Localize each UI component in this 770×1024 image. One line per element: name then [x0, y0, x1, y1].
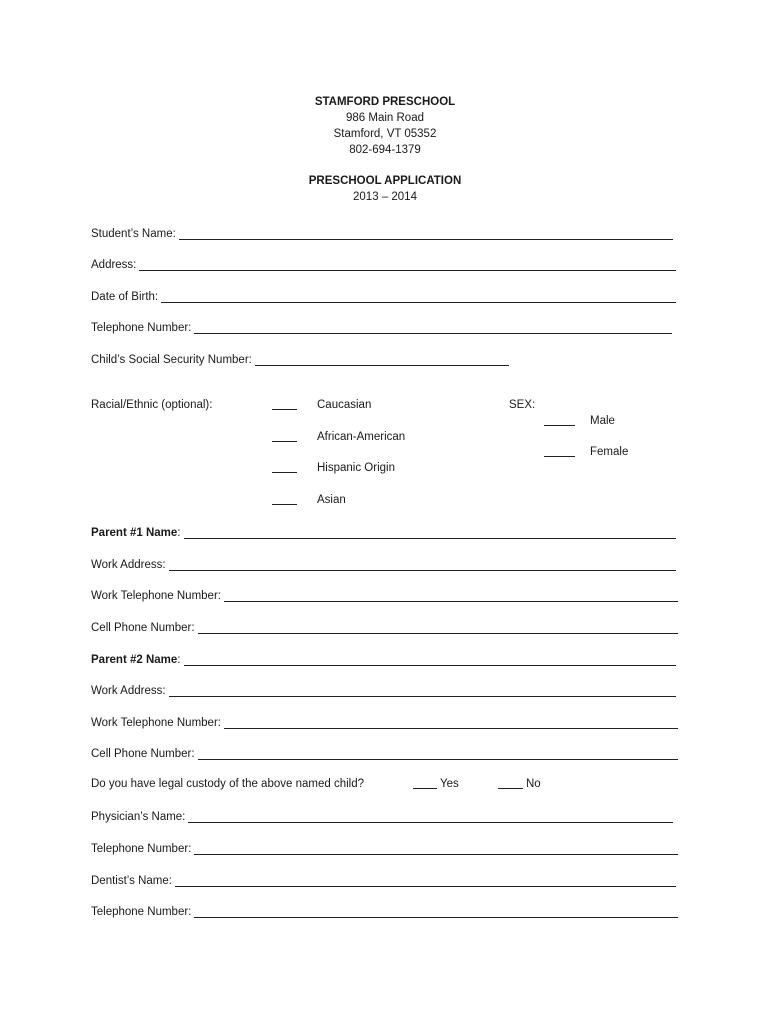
asian-label: Asian	[317, 494, 346, 506]
school-header	[0, 94, 770, 158]
dob-row	[91, 287, 676, 303]
sex-label: SEX:	[509, 399, 536, 411]
hispanic-checkbox[interactable]	[272, 460, 297, 473]
african-american-checkbox[interactable]	[272, 429, 297, 442]
school-address-line1: 986 Main Road	[346, 112, 424, 124]
parent2-name-row	[91, 650, 676, 666]
physician-name-label: Physician’s Name:	[91, 811, 186, 823]
caucasian-checkbox[interactable]	[272, 397, 297, 410]
parent1-work-phone-label: Work Telephone Number:	[91, 590, 221, 602]
parent1-work-address-row	[91, 555, 676, 571]
physician-phone-label: Telephone Number:	[91, 843, 192, 855]
physician-name-field[interactable]	[188, 810, 673, 823]
parent2-work-phone-field[interactable]	[224, 716, 678, 729]
telephone-label: Telephone Number:	[91, 322, 192, 334]
parent2-work-phone-row	[91, 713, 678, 729]
physician-phone-row	[91, 839, 678, 855]
student-name-label: Student’s Name:	[91, 228, 176, 240]
parent1-work-phone-row	[91, 586, 678, 602]
parent1-colon: :	[177, 527, 181, 539]
dob-label: Date of Birth:	[91, 291, 159, 303]
school-year: 2013 – 2014	[353, 191, 417, 203]
racial-label: Racial/Ethnic (optional):	[91, 399, 213, 411]
parent1-name-field[interactable]	[184, 526, 677, 539]
address-label: Address:	[91, 259, 137, 271]
form-title-block	[0, 173, 770, 205]
parent2-cell-row	[91, 744, 678, 760]
parent1-name-row	[91, 523, 676, 539]
dob-field[interactable]	[161, 290, 676, 303]
address-row	[91, 255, 676, 271]
custody-no-checkbox[interactable]	[498, 776, 523, 789]
custody-no-label: No	[526, 778, 541, 790]
parent2-name-label: Parent #2 Name	[91, 654, 178, 666]
parent1-work-address-label: Work Address:	[91, 559, 166, 571]
ssn-row	[91, 350, 509, 366]
parent1-name-label: Parent #1 Name	[91, 527, 178, 539]
dentist-phone-field[interactable]	[194, 905, 678, 918]
student-name-field[interactable]	[179, 227, 673, 240]
dentist-phone-row	[91, 902, 678, 918]
dentist-phone-label: Telephone Number:	[91, 906, 192, 918]
form-title: PRESCHOOL APPLICATION	[308, 175, 462, 187]
hispanic-label: Hispanic Origin	[317, 462, 395, 474]
school-phone: 802-694-1379	[349, 144, 421, 156]
parent2-colon: :	[177, 654, 181, 666]
parent2-name-field[interactable]	[184, 653, 677, 666]
parent2-work-address-field[interactable]	[169, 684, 676, 697]
parent2-work-address-label: Work Address:	[91, 685, 166, 697]
parent1-cell-label: Cell Phone Number:	[91, 622, 195, 634]
asian-checkbox[interactable]	[272, 492, 297, 505]
female-checkbox[interactable]	[544, 444, 575, 457]
dentist-name-row	[91, 871, 676, 887]
male-label: Male	[590, 415, 615, 427]
parent2-cell-label: Cell Phone Number:	[91, 748, 195, 760]
dentist-name-field[interactable]	[175, 874, 676, 887]
ssn-field[interactable]	[255, 353, 509, 366]
female-label: Female	[590, 446, 629, 458]
ssn-label: Child’s Social Security Number:	[91, 354, 252, 366]
caucasian-label: Caucasian	[317, 399, 372, 411]
parent2-work-address-row	[91, 681, 676, 697]
african-american-label: African-American	[317, 431, 406, 443]
parent1-work-phone-field[interactable]	[224, 589, 678, 602]
male-checkbox[interactable]	[544, 413, 575, 426]
parent1-work-address-field[interactable]	[169, 558, 676, 571]
school-name: STAMFORD PRESCHOOL	[314, 96, 456, 108]
telephone-row	[91, 318, 672, 334]
parent2-cell-field[interactable]	[198, 747, 678, 760]
parent2-work-phone-label: Work Telephone Number:	[91, 717, 221, 729]
telephone-field[interactable]	[194, 321, 672, 334]
custody-question: Do you have legal custody of the above named child?	[91, 778, 364, 790]
dentist-name-label: Dentist’s Name:	[91, 875, 172, 887]
physician-phone-field[interactable]	[194, 842, 678, 855]
physician-name-row	[91, 807, 673, 823]
parent1-cell-row	[91, 618, 678, 634]
custody-yes-label: Yes	[440, 778, 459, 790]
student-name-row	[91, 224, 673, 240]
parent1-cell-field[interactable]	[198, 621, 678, 634]
address-field[interactable]	[139, 258, 676, 271]
school-address-line2: Stamford, VT 05352	[333, 128, 437, 140]
custody-yes-checkbox[interactable]	[413, 776, 437, 789]
